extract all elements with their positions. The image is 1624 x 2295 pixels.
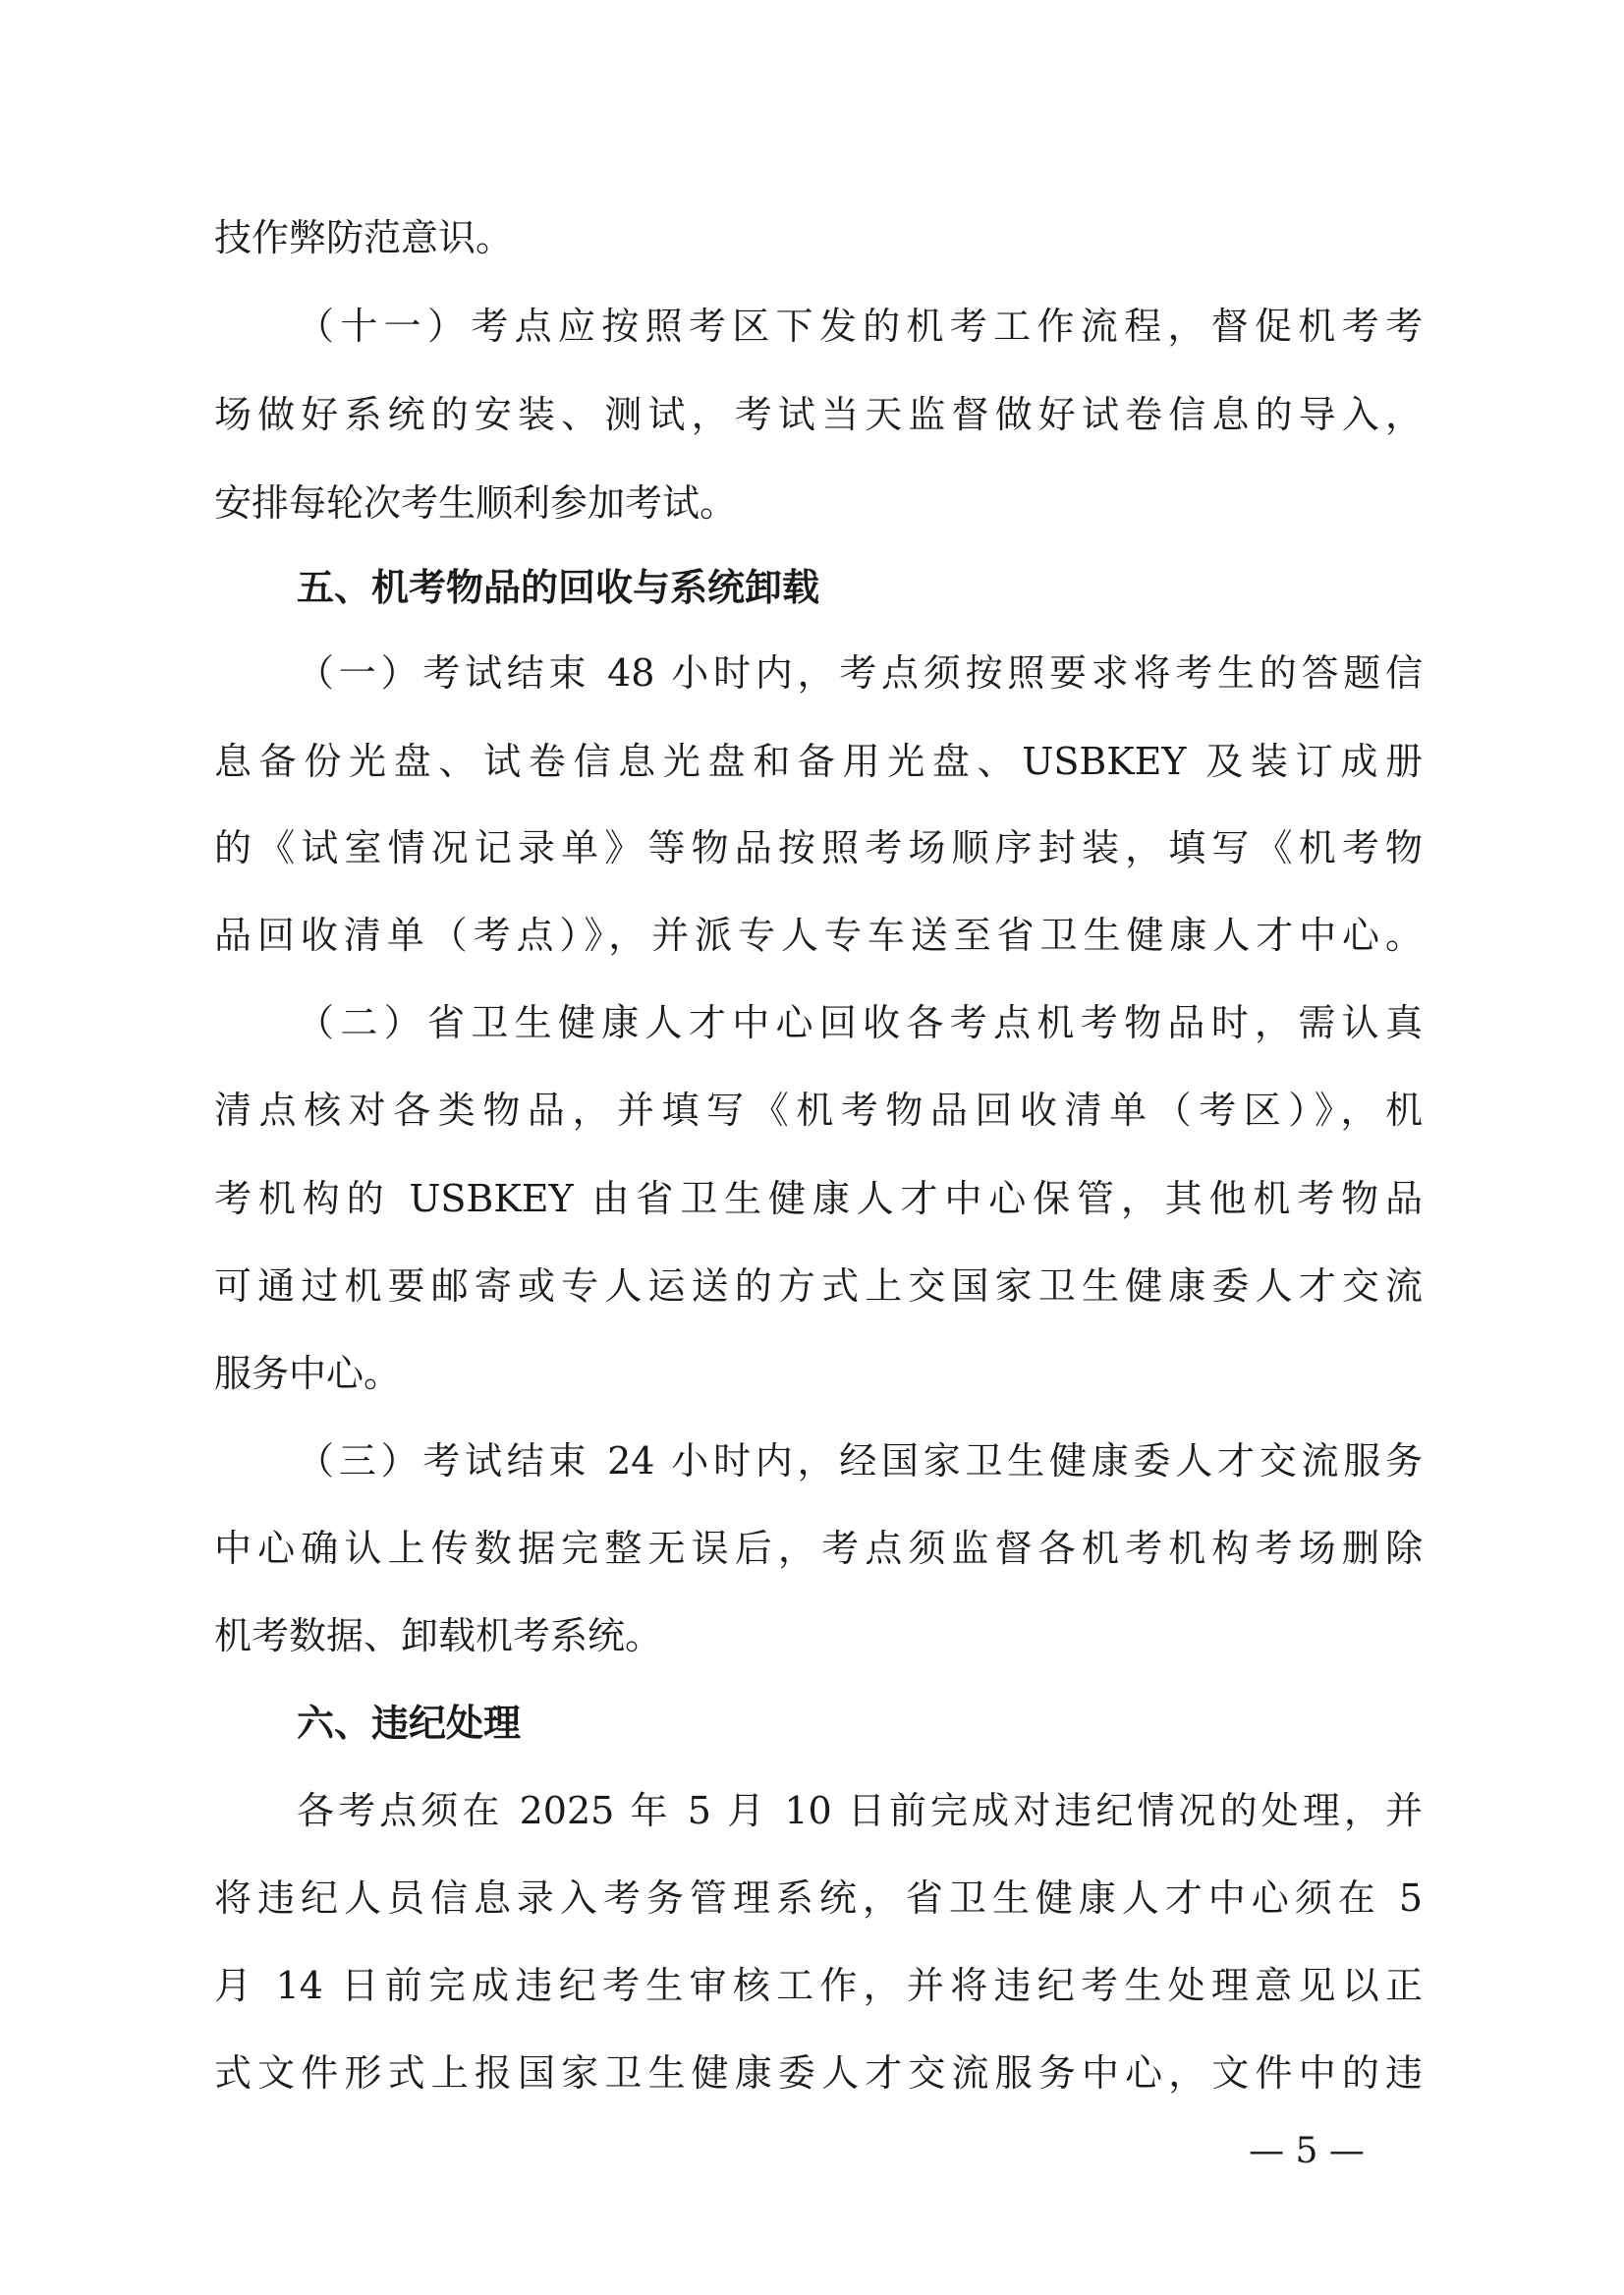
paragraph-line: 机考数据、卸载机考系统。 bbox=[214, 1614, 663, 1657]
paragraph-line: 考机构的 USBKEY 由省卫生健康人才中心保管，其他机考物品 bbox=[214, 1177, 1423, 1220]
paragraph-line: 品回收清单（考点）》，并派专人专车送至省卫生健康人才中心。 bbox=[214, 914, 1423, 957]
paragraph-line: 服务中心。 bbox=[214, 1352, 402, 1395]
paragraph-line: 将违纪人员信息录入考务管理系统，省卫生健康人才中心须在 5 bbox=[214, 1876, 1423, 1920]
paragraph-line: 的《试室情况记录单》等物品按照考场顺序封装，填写《机考物 bbox=[214, 826, 1423, 869]
paragraph-line: 安排每轮次考生顺利参加考试。 bbox=[214, 481, 738, 525]
paragraph-line: 月 14 日前完成违纪考生审核工作，并将违纪考生处理意见以正 bbox=[214, 1964, 1423, 2007]
paragraph-line: 技作弊防范意识。 bbox=[214, 216, 514, 259]
paragraph-line: 可通过机要邮寄或专人运送的方式上交国家卫生健康委人才交流 bbox=[214, 1264, 1423, 1308]
page-number: — 5 — bbox=[1249, 2131, 1365, 2171]
paragraph-line: 息备份光盘、试卷信息光盘和备用光盘、USBKEY 及装订成册 bbox=[214, 740, 1423, 783]
paragraph-line: 式文件形式上报国家卫生健康委人才交流服务中心，文件中的违 bbox=[214, 2051, 1423, 2095]
paragraph-line: （一）考试结束 48 小时内，考点须按照要求将考生的答题信 bbox=[297, 651, 1423, 695]
paragraph-line: （十一）考点应按照考区下发的机考工作流程，督促机考考 bbox=[297, 305, 1423, 348]
paragraph-line: 中心确认上传数据完整无误后，考点须监督各机考机构考场删除 bbox=[214, 1527, 1423, 1570]
paragraph-line: 清点核对各类物品，并填写《机考物品回收清单（考区）》，机 bbox=[214, 1089, 1423, 1132]
section-heading: 五、机考物品的回收与系统卸载 bbox=[297, 565, 820, 609]
paragraph-line: 场做好系统的安装、测试，考试当天监督做好试卷信息的导入， bbox=[214, 393, 1423, 436]
section-heading: 六、违纪处理 bbox=[297, 1701, 522, 1745]
paragraph-line: 各考点须在 2025 年 5 月 10 日前完成对违纪情况的处理，并 bbox=[297, 1789, 1423, 1832]
paragraph-line: （三）考试结束 24 小时内，经国家卫生健康委人才交流服务 bbox=[297, 1439, 1423, 1483]
paragraph-line: （二）省卫生健康人才中心回收各考点机考物品时，需认真 bbox=[297, 1001, 1423, 1044]
